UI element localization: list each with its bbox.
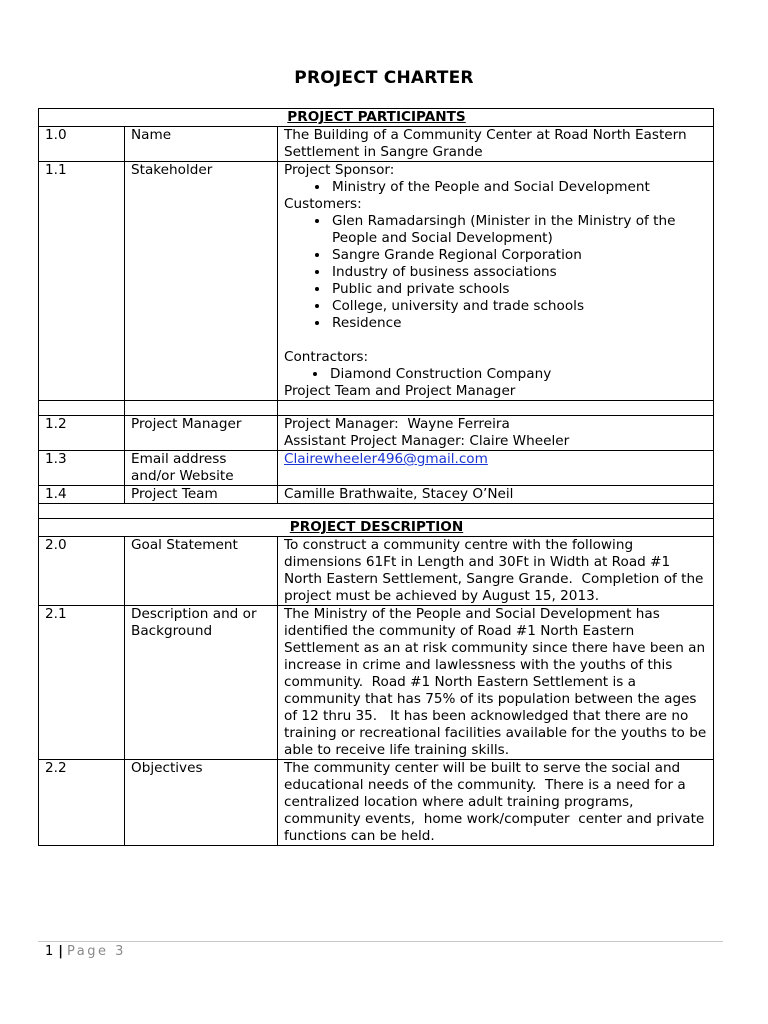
- row-number: 2.1: [39, 606, 125, 760]
- row-label: Email address and/or Website: [125, 451, 278, 486]
- contractors-heading: Contractors:: [284, 349, 369, 365]
- stakeholder-value: [278, 162, 714, 401]
- team-value: Camille Brathwaite, Stacey O’Neil: [278, 486, 714, 504]
- list-item: • Glen Ramadarsingh (Minister in the Ministry of the People and Social Development): [330, 213, 708, 247]
- page-label: Page 3: [67, 944, 126, 959]
- table-row: [39, 486, 714, 504]
- list-item: • Residence: [330, 315, 708, 332]
- page-footer: [45, 944, 126, 959]
- participants-heading-row: [39, 109, 714, 127]
- row-label: Project Manager: [125, 416, 278, 451]
- sponsor-heading: Project Sponsor:: [284, 162, 395, 178]
- empty-row: [39, 401, 714, 416]
- charter-table: [38, 108, 714, 846]
- row-label: Name: [125, 127, 278, 162]
- sponsor-list: [284, 179, 708, 196]
- row-label: Objectives: [125, 760, 278, 846]
- row-number: 1.4: [39, 486, 125, 504]
- list-item: • Sangre Grande Regional Corporation: [330, 247, 708, 264]
- participants-heading: PROJECT PARTICIPANTS: [39, 109, 714, 127]
- row-label: Goal Statement: [125, 537, 278, 606]
- customers-heading: Customers:: [284, 196, 362, 212]
- table-row: [39, 127, 714, 162]
- list-item: • Industry of business associations: [330, 264, 708, 281]
- document-title: PROJECT CHARTER: [294, 68, 474, 88]
- page-number: 1: [45, 944, 54, 959]
- contractor-list: [284, 366, 708, 383]
- table-row: [39, 606, 714, 760]
- team-line: Project Team and Project Manager: [284, 383, 516, 399]
- row-number: 1.2: [39, 416, 125, 451]
- list-item: • Ministry of the People and Social Development: [330, 179, 708, 196]
- project-name-value: The Building of a Community Center at Road North Eastern Settlement in Sangre Grande: [278, 127, 714, 162]
- goal-value: To construct a community centre with the following dimensions 61Ft in Length and 30Ft in Width at Road #1 North Eastern Settlement, Sangre Grande. Completion of the project must be achieved by August 15, 2013.: [278, 537, 714, 606]
- background-value: The Ministry of the People and Social Development has identified the community of Road #1 North Eastern Settlement as an at risk community since there have been an increase in crime and lawlessness with the youths of this community. Road #1 North Eastern Settlement is a community that has 75% of its population between the ages of 12 thru 35. It has been acknowledged that there are no training or recreational facilities available for the youths to be able to receive life training skills.: [278, 606, 714, 760]
- manager-value: [278, 416, 714, 451]
- objectives-value: The community center will be built to serve the social and educational needs of the community. There is a need for a centralized location where adult training programs, community events, home work/computer center and private functions can be held.: [278, 760, 714, 846]
- footer-divider: [38, 941, 723, 942]
- row-label: Stakeholder: [125, 162, 278, 401]
- row-number: 1.1: [39, 162, 125, 401]
- row-number: 2.2: [39, 760, 125, 846]
- table-row: [39, 416, 714, 451]
- list-item: • Public and private schools: [330, 281, 708, 298]
- footer-separator: |: [58, 944, 64, 959]
- description-heading-row: [39, 519, 714, 537]
- list-item: • Diamond Construction Company: [328, 366, 708, 383]
- table-row: [39, 451, 714, 486]
- table-row: [39, 760, 714, 846]
- assistant-manager-line: Assistant Project Manager: Claire Wheeler: [284, 433, 570, 449]
- email-link[interactable]: Clairewheeler496@gmail.com: [284, 451, 488, 467]
- table-row: [39, 537, 714, 606]
- row-number: 1.0: [39, 127, 125, 162]
- list-item: • College, university and trade schools: [330, 298, 708, 315]
- blank-line: [284, 332, 708, 349]
- empty-row: [39, 504, 714, 519]
- row-number: 2.0: [39, 537, 125, 606]
- description-heading: PROJECT DESCRIPTION: [39, 519, 714, 537]
- table-row: [39, 162, 714, 401]
- row-label: Project Team: [125, 486, 278, 504]
- row-label: Description and or Background: [125, 606, 278, 760]
- row-number: 1.3: [39, 451, 125, 486]
- customer-list: [284, 213, 708, 332]
- email-value: [278, 451, 714, 486]
- manager-line: Project Manager: Wayne Ferreira: [284, 416, 510, 432]
